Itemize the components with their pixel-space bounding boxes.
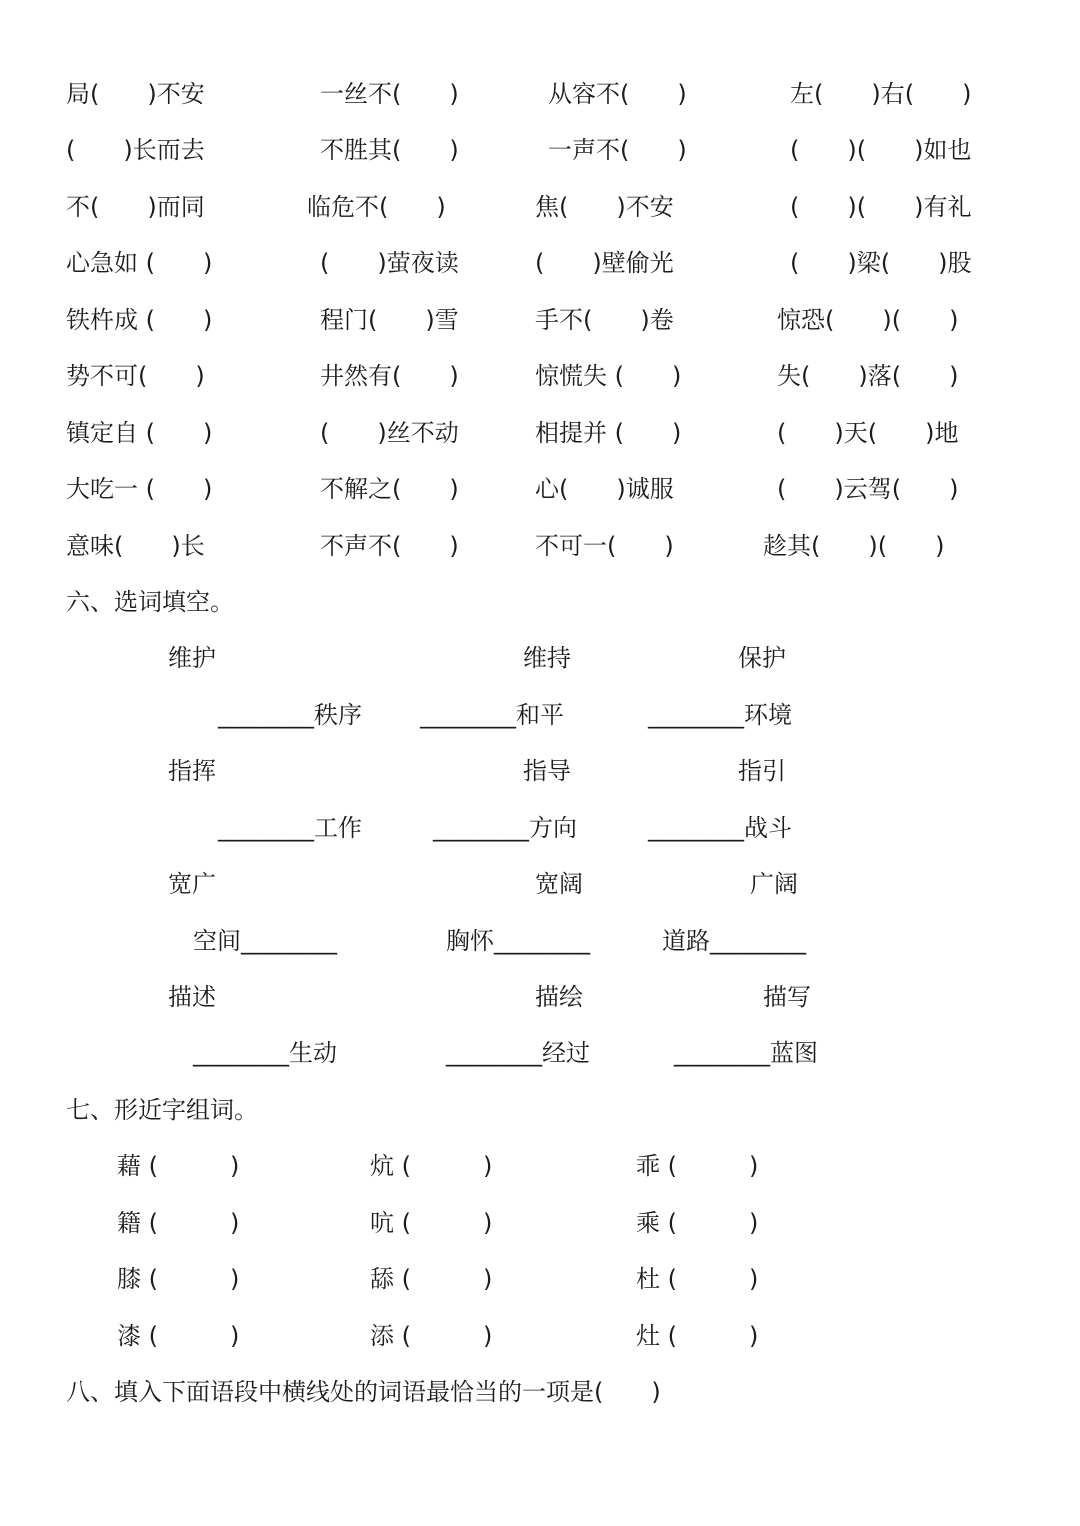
- char-compose-item: 漆 ( ): [117, 1322, 240, 1350]
- idiom-item: 手不( )卷: [535, 306, 674, 334]
- idiom-item: 局( )不安: [66, 80, 205, 108]
- char-compose-item: 乘 ( ): [636, 1209, 759, 1237]
- idiom-item: 趁其( )( ): [763, 532, 945, 560]
- idiom-item: 不声不( ): [320, 532, 459, 560]
- idiom-item: 一声不( ): [548, 136, 687, 164]
- choice-word: 宽广: [168, 870, 216, 898]
- idiom-item: 惊慌失 ( ): [535, 362, 682, 390]
- idiom-item: 焦( )不安: [535, 193, 674, 221]
- choice-word: 指导: [523, 757, 571, 785]
- idiom-item: 铁杵成 ( ): [66, 306, 213, 334]
- char-compose-item: 膝 ( ): [117, 1265, 240, 1293]
- section-8-title: 八、填入下面语段中横线处的词语最恰当的一项是( ): [66, 1378, 661, 1406]
- idiom-item: ( )丝不动: [320, 419, 459, 447]
- fill-blank: ________方向: [433, 814, 577, 842]
- idiom-item: 心( )诚服: [535, 475, 674, 503]
- section-6-title: 六、选词填空。: [66, 588, 234, 616]
- idiom-item: ( )壁偷光: [535, 249, 674, 277]
- char-compose-item: 杜 ( ): [636, 1265, 759, 1293]
- fill-blank: ________生动: [193, 1039, 337, 1067]
- idiom-item: 从容不( ): [548, 80, 687, 108]
- char-compose-item: 炕 ( ): [370, 1152, 493, 1180]
- choice-word: 指挥: [168, 757, 216, 785]
- idiom-item: 不解之( ): [320, 475, 459, 503]
- idiom-item: 程门( )雪: [320, 306, 459, 334]
- idiom-item: 失( )落( ): [777, 362, 959, 390]
- fill-blank: ________工作: [218, 814, 362, 842]
- idiom-item: ( )( )有礼: [790, 193, 972, 221]
- idiom-item: 一丝不( ): [320, 80, 459, 108]
- fill-blank: 道路________: [662, 927, 806, 955]
- fill-blank: ________蓝图: [674, 1039, 818, 1067]
- idiom-item: 意味( )长: [66, 532, 205, 560]
- char-compose-item: 灶 ( ): [636, 1322, 759, 1350]
- idiom-item: 不胜其( ): [320, 136, 459, 164]
- fill-blank: ________秩序: [218, 701, 362, 729]
- section-7-title: 七、形近字组词。: [66, 1096, 258, 1124]
- fill-blank: 胸怀________: [446, 927, 590, 955]
- char-compose-item: 藉 ( ): [117, 1152, 240, 1180]
- idiom-item: 井然有( ): [320, 362, 459, 390]
- choice-word: 描绘: [535, 983, 583, 1011]
- idiom-item: 惊恐( )( ): [777, 306, 959, 334]
- idiom-item: ( )( )如也: [790, 136, 972, 164]
- idiom-item: 临危不( ): [307, 193, 446, 221]
- char-compose-item: 籍 ( ): [117, 1209, 240, 1237]
- idiom-item: 势不可( ): [66, 362, 205, 390]
- choice-word: 维护: [168, 644, 216, 672]
- idiom-item: 心急如 ( ): [66, 249, 213, 277]
- choice-word: 保护: [738, 644, 786, 672]
- idiom-item: ( )天( )地: [777, 419, 959, 447]
- idiom-item: ( )萤夜读: [320, 249, 459, 277]
- fill-blank: ________环境: [648, 701, 792, 729]
- choice-word: 描述: [168, 983, 216, 1011]
- choice-word: 宽阔: [535, 870, 583, 898]
- char-compose-item: 乖 ( ): [636, 1152, 759, 1180]
- choice-word: 描写: [763, 983, 811, 1011]
- choice-word: 广阔: [750, 870, 798, 898]
- fill-blank: ________战斗: [648, 814, 792, 842]
- choice-word: 指引: [738, 757, 786, 785]
- idiom-item: ( )长而去: [66, 136, 205, 164]
- choice-word: 维持: [523, 644, 571, 672]
- fill-blank: 空间________: [193, 927, 337, 955]
- idiom-item: ( )云驾( ): [777, 475, 959, 503]
- idiom-item: 不可一( ): [535, 532, 674, 560]
- char-compose-item: 吭 ( ): [370, 1209, 493, 1237]
- char-compose-item: 添 ( ): [370, 1322, 493, 1350]
- char-compose-item: 舔 ( ): [370, 1265, 493, 1293]
- idiom-item: 左( )右( ): [790, 80, 972, 108]
- idiom-item: 相提并 ( ): [535, 419, 682, 447]
- fill-blank: ________经过: [446, 1039, 590, 1067]
- idiom-item: 镇定自 ( ): [66, 419, 213, 447]
- idiom-item: 不( )而同: [66, 193, 205, 221]
- idiom-item: 大吃一 ( ): [66, 475, 213, 503]
- idiom-item: ( )梁( )股: [790, 249, 972, 277]
- fill-blank: ________和平: [420, 701, 564, 729]
